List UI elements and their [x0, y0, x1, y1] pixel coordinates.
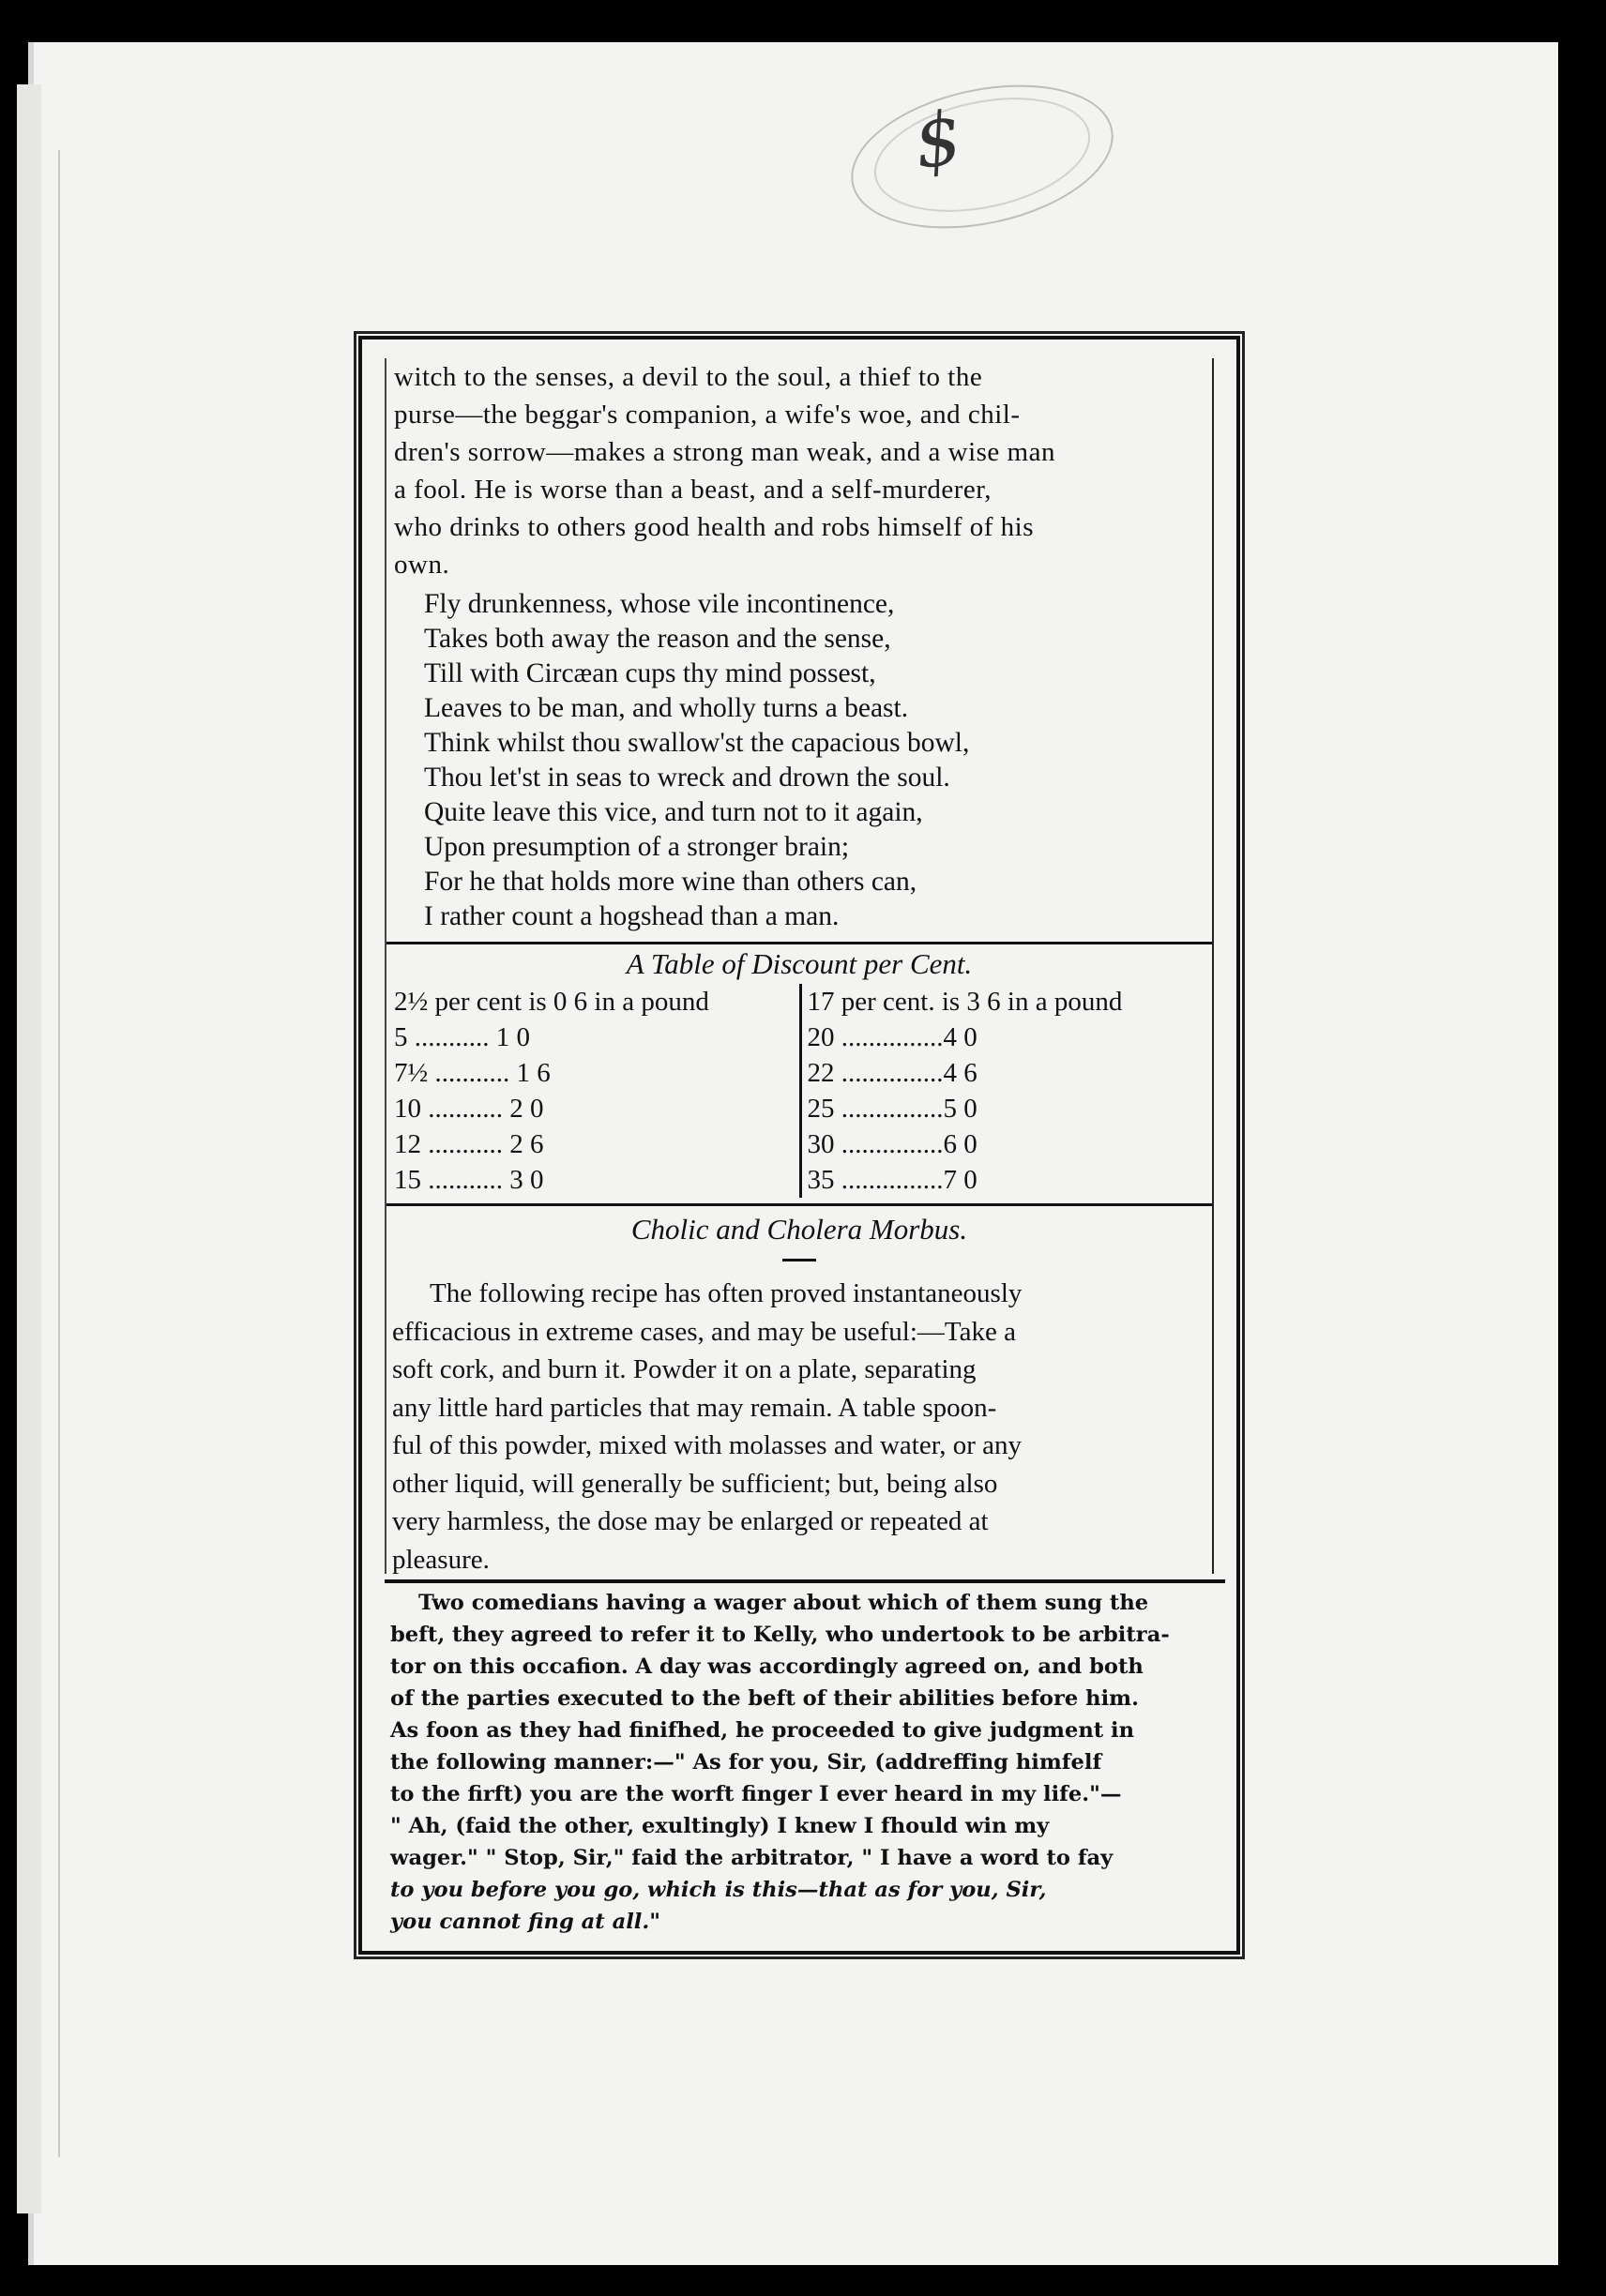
- verse-line: Quite leave this vice, and turn not to it again,: [424, 797, 923, 827]
- anecdote-line: the following manner:—" As for you, Sir, (addreffing himfelf: [390, 1750, 1102, 1775]
- anecdote-line: you cannot fing at all.": [390, 1910, 661, 1934]
- anecdote-line: to the firft) you are the worft finger I ever heard in my life."—: [390, 1782, 1122, 1806]
- anecdote-line: beft, they agreed to refer it to Kelly, who undertook to be arbitra-: [390, 1623, 1170, 1647]
- section-divider: [386, 1203, 1212, 1206]
- page-edge: [17, 84, 41, 2213]
- verse-line: Till with Circæan cups thy mind possest,: [424, 658, 876, 688]
- anecdote-line: of the parties executed to the beft of their abilities before him.: [390, 1686, 1139, 1711]
- anecdote-line: " Ah, (faid the other, exultingly) I knew I fhould win my: [390, 1814, 1050, 1838]
- discount-row: 12 ........... 2 6: [394, 1129, 544, 1159]
- prose-line: own.: [394, 550, 450, 580]
- recipe-line: ful of this powder, mixed with molasses and water, or any: [392, 1430, 1022, 1460]
- prose-line: a fool. He is worse than a beast, and a self-murderer,: [394, 475, 992, 505]
- anecdote-line: wager." " Stop, Sir," faid the arbitrator, " I have a word to fay: [390, 1846, 1114, 1870]
- title-dash: [782, 1259, 816, 1261]
- recipe-line: The following recipe has often proved instantaneously: [430, 1278, 1023, 1308]
- verse-line: For he that holds more wine than others can,: [424, 867, 917, 897]
- verse-line: I rather count a hogshead than a man.: [424, 901, 840, 931]
- recipe-text: [386, 1275, 1212, 1578]
- discount-table-title: A Table of Discount per Cent.: [626, 947, 973, 980]
- page-fold: [58, 150, 68, 2157]
- anecdote-line: As foon as they had finifhed, he proceeded to give judgment in: [390, 1718, 1135, 1743]
- discount-row: 25 ...............5 0: [807, 1094, 977, 1124]
- discount-row: 7½ ........... 1 6: [394, 1058, 551, 1088]
- prose-line: dren's sorrow—makes a strong man weak, and a wise man: [394, 437, 1055, 467]
- recipe-title: Cholic and Cholera Morbus.: [630, 1213, 968, 1246]
- discount-column-right: [799, 984, 1213, 1198]
- anecdote-line: tor on this occafion. A day was accordingly agreed on, and both: [390, 1654, 1144, 1679]
- verse-line: Think whilst thou swallow'st the capacious bowl,: [424, 728, 970, 758]
- verse-line: Takes both away the reason and the sense,: [424, 624, 891, 654]
- prose-line: purse—the beggar's companion, a wife's woe, and chil-: [394, 400, 1021, 430]
- prose-line: witch to the senses, a devil to the soul, a thief to the: [394, 362, 983, 392]
- recipe-line: any little hard particles that may remain. A table spoon-: [392, 1392, 997, 1423]
- recipe-line: pleasure.: [392, 1544, 490, 1575]
- discount-row: 22 ...............4 6: [807, 1058, 977, 1088]
- section-divider: [386, 942, 1212, 944]
- anecdote-line: to you before you go, which is this—that as for you, Sir,: [390, 1878, 1047, 1902]
- pencil-dollar-mark: $: [908, 95, 967, 187]
- recipe-line: very harmless, the dose may be enlarged or repeated at: [392, 1506, 989, 1536]
- clipping-upper-column: [385, 358, 1214, 1574]
- anecdote-line: Two comedians having a wager about which of them sung the: [418, 1591, 1149, 1615]
- discount-table: [386, 984, 1212, 1198]
- verse-line: Thou let'st in seas to wreck and drown the soul.: [424, 763, 950, 793]
- recipe-line: efficacious in extreme cases, and may be useful:—Take a: [392, 1316, 1016, 1347]
- discount-row: 2½ per cent is 0 6 in a pound: [394, 987, 709, 1017]
- verse-line: Leaves to be man, and wholly turns a beast.: [424, 693, 909, 723]
- discount-row: 20 ...............4 0: [807, 1022, 977, 1052]
- discount-row: 5 ........... 1 0: [394, 1022, 530, 1052]
- verse-line: Upon presumption of a stronger brain;: [424, 832, 850, 862]
- discount-column-left: [386, 984, 799, 1198]
- temperance-verse: [424, 587, 1212, 934]
- comedians-anecdote: [385, 1579, 1225, 1940]
- prose-line: who drinks to others good health and robs himself of his: [394, 512, 1035, 542]
- recipe-line: other liquid, will generally be sufficient; but, being also: [392, 1468, 998, 1499]
- discount-row: 15 ........... 3 0: [394, 1165, 544, 1195]
- recipe-line: soft cork, and burn it. Powder it on a plate, separating: [392, 1354, 977, 1384]
- discount-row: 17 per cent. is 3 6 in a pound: [807, 987, 1123, 1017]
- temperance-prose: [386, 358, 1212, 583]
- discount-row: 30 ...............6 0: [807, 1129, 977, 1159]
- discount-row: 35 ...............7 0: [807, 1165, 977, 1195]
- newspaper-clipping: [358, 336, 1240, 1955]
- verse-line: Fly drunkenness, whose vile incontinence,: [424, 589, 895, 619]
- discount-row: 10 ........... 2 0: [394, 1094, 544, 1124]
